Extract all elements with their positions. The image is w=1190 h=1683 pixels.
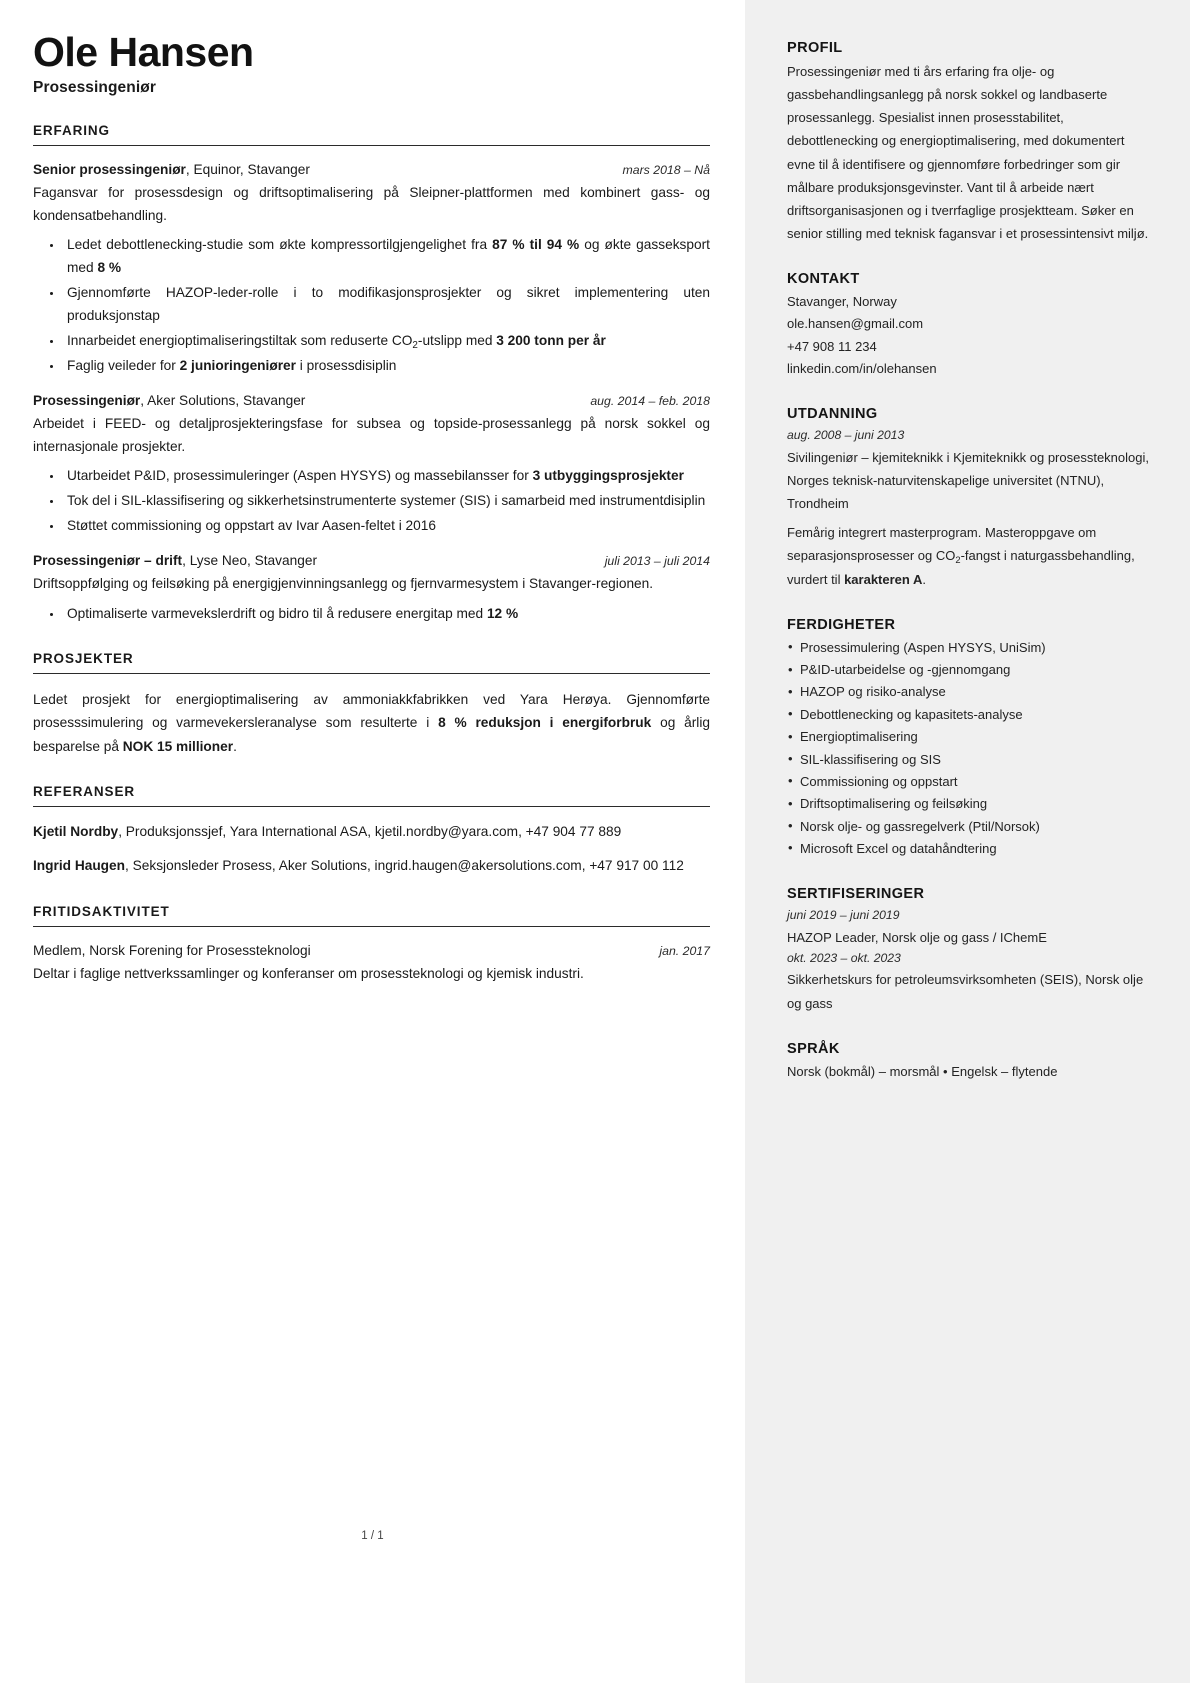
sidebar-heading-education: UTDANNING [787, 406, 878, 423]
candidate-name: Ole Hansen [33, 29, 254, 75]
contact-email[interactable]: ole.hansen@gmail.com [787, 316, 924, 332]
experience-role: Prosessingeniør – drift, Lyse Neo, Stavanger [33, 552, 318, 568]
experience-bullet: • Gjennomførte HAZOP-leder-rolle i to modifikasjonsprosjekter og sikret implementering uten produksjonstap [63, 281, 710, 327]
education-date: aug. 2008 – juni 2013 [787, 428, 905, 443]
experience-bullet: • Tok del i SIL-klassifisering og sikkerhetsinstrumenterte systemer (SIS) i samarbeid med instrumentdisiplin [63, 489, 710, 512]
experience-description: Driftsoppfølging og feilsøking på energigjenvinningsanlegg og fjernvarmesystem i Stavanger-regionen. [33, 576, 654, 592]
section-references [33, 784, 710, 877]
certification-text: HAZOP Leader, Norsk olje og gass / IChemE [787, 929, 1047, 945]
experience-date: juli 2013 – juli 2014 [604, 553, 710, 568]
section-experience [33, 123, 710, 625]
leisure-title: Medlem, Norsk Forening for Prosessteknologi [33, 942, 311, 958]
certification-date: okt. 2023 – okt. 2023 [787, 950, 901, 965]
candidate-job-title: Prosessingeniør [33, 78, 156, 96]
section-heading-experience: ERFARING [33, 122, 110, 138]
sidebar-section-education [787, 406, 1150, 590]
sidebar-section-contact [787, 271, 1150, 380]
experience-bullet: • Optimaliserte varmevekslerdrift og bidro til å redusere energitap med 12 % [63, 602, 710, 625]
skill-item: • Driftsoptimalisering og feilsøking [787, 793, 1150, 815]
section-leisure [33, 904, 710, 986]
sidebar-heading-certifications: SERTIFISERINGER [787, 886, 925, 903]
skill-item: • P&ID-utarbeidelse og -gjennomgang [787, 659, 1150, 681]
experience-bullet-list [33, 464, 710, 537]
experience-entry [33, 391, 710, 537]
project-description [33, 688, 710, 759]
education-degree: Sivilingeniør – kjemiteknikk i Kjemiteknikk og prosessteknologi, Norges teknisk-naturvitenskapelige universitet (NTNU), Trondheim [787, 449, 1149, 512]
experience-bullet-list [33, 233, 710, 377]
experience-entry-head [33, 551, 710, 572]
experience-bullet-list [33, 602, 710, 625]
page-title [33, 30, 710, 97]
reference-item: Kjetil Nordby, Produksjonssjef, Yara International ASA, kjetil.nordby@yara.com, +47 904 77 889 [33, 824, 622, 840]
experience-role: Prosessingeniør, Aker Solutions, Stavanger [33, 392, 306, 408]
skill-item: • Prosessimulering (Aspen HYSYS, UniSim) [787, 637, 1150, 659]
experience-role: Senior prosessingeniør, Equinor, Stavanger [33, 161, 310, 177]
contact-phone[interactable]: +47 908 11 234 [787, 338, 877, 354]
section-heading-projects: PROSJEKTER [33, 650, 134, 666]
certification-list [787, 906, 1150, 1014]
skill-item: • Debottlenecking og kapasitets-analyse [787, 704, 1150, 726]
sidebar-heading-skills: FERDIGHETER [787, 616, 896, 633]
project-highlight-2: NOK 15 millioner [122, 738, 234, 754]
leisure-description: Deltar i faglige nettverkssamlinger og konferanser om prosessteknologi og kjemisk industri. [33, 966, 584, 982]
sidebar-section-profile [787, 40, 1150, 245]
experience-description: Arbeidet i FEED- og detaljprosjekteringsfase for subsea og topside-prosessanlegg på norsk sokkel og internasjonale prosjekter. [33, 416, 710, 454]
skill-item: • Norsk olje- og gassregelverk (Ptil/Norsok) [787, 816, 1150, 838]
section-divider [33, 145, 710, 146]
leisure-entry-head [33, 941, 710, 962]
page-number: 1 / 1 [361, 1530, 384, 1542]
experience-bullet: • Innarbeidet energioptimaliseringstiltak som reduserte $CO_2$-utslipp med 3 200 tonn per år [63, 329, 710, 352]
education-note-grade: karakteren A [844, 571, 923, 587]
experience-entry-head [33, 160, 710, 181]
project-text-mid: og årlig besparelse på [33, 715, 710, 754]
section-divider [33, 673, 710, 674]
skill-item: • Microsoft Excel og datahåndtering [787, 838, 1150, 860]
experience-bullet: • Støttet commissioning og oppstart av Ivar Aasen-feltet i 2016 [63, 514, 710, 537]
experience-bullet: • Ledet debottlenecking-studie som økte kompressortilgjengelighet fra 87 % til 94 % og økte gasseksport med 8 % [63, 233, 710, 279]
experience-bullet: • Faglig veileder for 2 junioringeniører i prosessdisiplin [63, 354, 710, 377]
section-divider [33, 806, 710, 807]
sidebar-section-languages [787, 1041, 1150, 1083]
reference-item: Ingrid Haugen, Seksjonsleder Prosess, Aker Solutions, ingrid.haugen@akersolutions.com, +47 917 00 112 [33, 858, 684, 874]
sidebar-section-certifications [787, 886, 1150, 1014]
skill-item: • HAZOP og risiko-analyse [787, 681, 1150, 703]
skill-item: • Energioptimalisering [787, 726, 1150, 748]
education-note [787, 521, 1150, 590]
languages-text: Norsk (bokmål) – morsmål • Engelsk – flytende [787, 1063, 1058, 1079]
experience-list [33, 160, 710, 625]
experience-entry [33, 551, 710, 625]
skill-item: • SIL-klassifisering og SIS [787, 749, 1150, 771]
education-note-post: . [922, 571, 926, 587]
experience-date: mars 2018 – Nå [622, 162, 710, 177]
contact-linkedin[interactable]: linkedin.com/in/olehansen [787, 361, 937, 377]
skills-list [787, 637, 1150, 861]
reference-list [33, 821, 710, 877]
experience-date: aug. 2014 – feb. 2018 [590, 393, 710, 408]
sidebar-heading-profile: PROFIL [787, 40, 843, 56]
contact-location: Stavanger, Norway [787, 294, 897, 309]
education-note-pre: Femårig integrert masterprogram. Masteroppgave om separasjonsprosesser og $CO_2$-fangst i naturgassbehandling, vurdert til [787, 525, 1135, 587]
leisure-date: jan. 2017 [659, 943, 710, 958]
section-projects [33, 651, 710, 759]
project-text-post: . [233, 738, 237, 754]
project-highlight-1: 8 % reduksjon i energiforbruk [438, 715, 652, 731]
section-heading-leisure: FRITIDSAKTIVITET [33, 903, 170, 919]
skill-item: • Commissioning og oppstart [787, 771, 1150, 793]
sidebar [745, 0, 1190, 1683]
certification-date: juni 2019 – juni 2019 [787, 908, 900, 923]
experience-entry-head [33, 391, 710, 412]
project-text-pre: Ledet prosjekt for energioptimalisering av ammoniakkfabrikken ved Yara Herøya. Gjennomførte prosesssimulering og varmevekersleranalyse som resulterte i [33, 691, 710, 731]
experience-bullet: • Utarbeidet P&ID, prosessimuleringer (Aspen HYSYS) og massebilansser for 3 utbyggingsprosjekter [63, 464, 710, 487]
sidebar-section-skills [787, 617, 1150, 861]
section-divider [33, 926, 710, 927]
sidebar-heading-contact: KONTAKT [787, 271, 860, 287]
profile-text: Prosessingeniør med ti års erfaring fra olje- og gassbehandlingsanlegg på norsk sokkel og landbaserte prosessanlegg. Spesialist innen prosesstabilitet, debottlenecking og energioptimalisering, med dokumentert evne til å identifisere og gjennomføre forbedringer som gir målbare produksjonsgevinster. Vant til å arbeide nært driftsorganisasjonen og i tverrfaglige prosjektteam. Søker en senior stilling med teknisk fagansvar i et prosessintensivt miljø. [787, 64, 1149, 241]
certification-text: Sikkerhetskurs for petroleumsvirksomheten (SEIS), Norsk olje og gass [787, 972, 1144, 1011]
sidebar-heading-languages: SPRÅK [787, 1040, 840, 1057]
experience-entry [33, 160, 710, 377]
experience-description: Fagansvar for prosessdesign og driftsoptimalisering på Sleipner-plattformen med kombinert gass- og kondensatbehandling. [33, 185, 710, 223]
section-heading-references: REFERANSER [33, 784, 136, 800]
